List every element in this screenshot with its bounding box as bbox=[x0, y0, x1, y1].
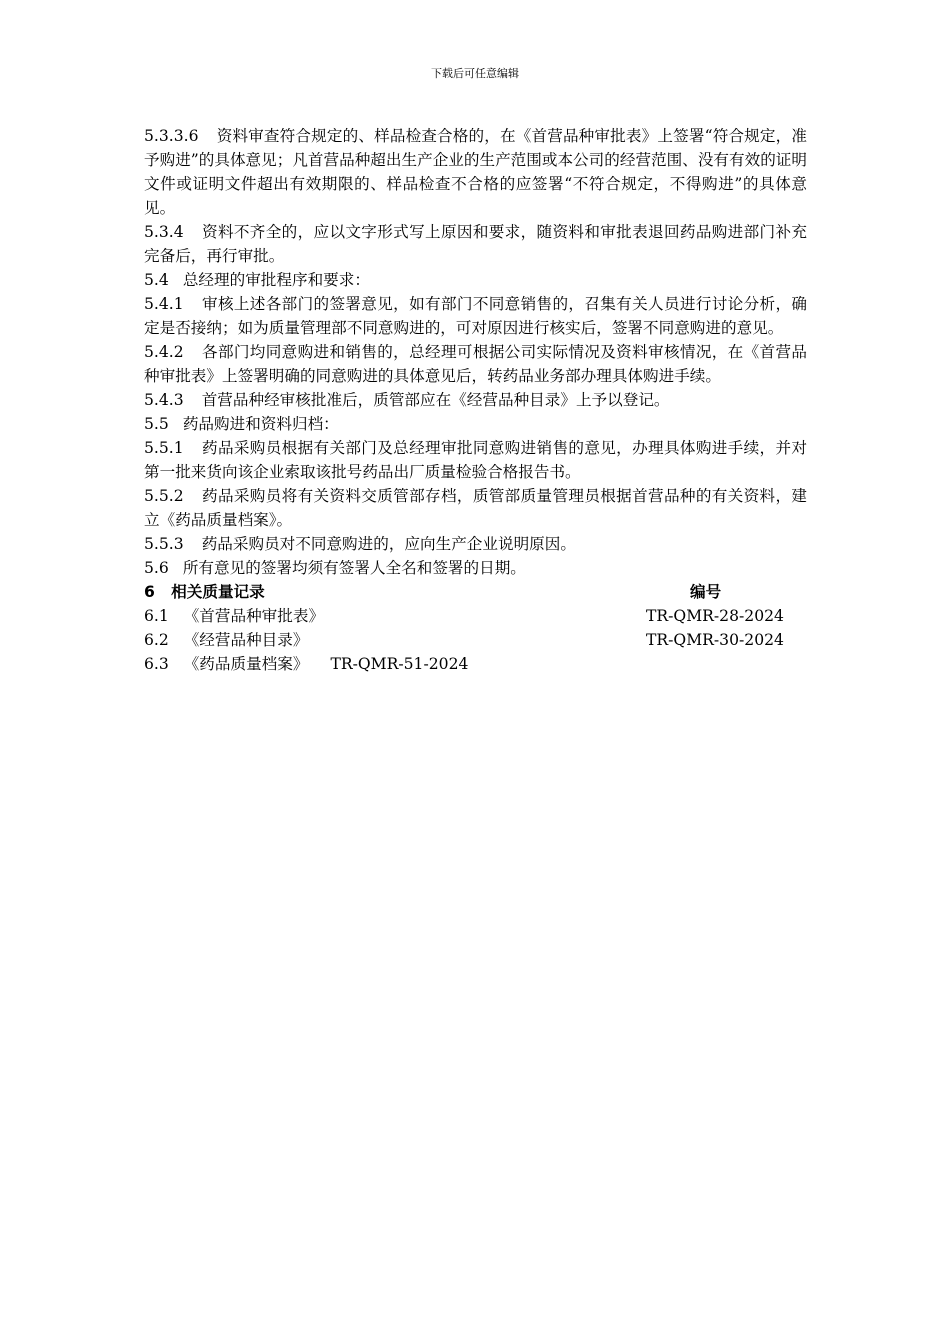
paragraph-5-5-3 bbox=[144, 532, 807, 556]
paragraph-5-5-1 bbox=[144, 436, 807, 484]
paragraph-5-5 bbox=[144, 412, 807, 436]
clause-number: 5.4.2 bbox=[144, 343, 184, 361]
record-title: 《经营品种目录》 bbox=[183, 631, 309, 649]
clause-text: 资料审查符合规定的、样品检查合格的，在《首营品种审批表》上签署“符合规定，准予购进”的具体意见；凡首营品种超出生产企业的生产范围或本公司的经营范围、没有有效的证明文件或证明文件超出有效期限的、样品检查不合格的应签署“不符合规定，不得购进”的具体意见。 bbox=[144, 127, 807, 217]
clause-number: 5.4.1 bbox=[144, 295, 184, 313]
record-code: TR-QMR-51-2024 bbox=[330, 655, 469, 673]
clause-text: 各部门均同意购进和销售的，总经理可根据公司实际情况及资料审核情况，在《首营品种审批表》上签署明确的同意购进的具体意见后，转药品业务部办理具体购进手续。 bbox=[144, 343, 807, 385]
record-number: 6.3 bbox=[144, 655, 169, 673]
clause-number: 5.5 bbox=[144, 415, 169, 433]
paragraph-5-3-3-6 bbox=[144, 124, 807, 220]
paragraph-5-4 bbox=[144, 268, 807, 292]
record-title: 《药品质量档案》 bbox=[183, 655, 309, 673]
clause-text: 药品购进和资料归档： bbox=[182, 415, 339, 433]
paragraph-5-3-4 bbox=[144, 220, 807, 268]
clause-number: 5.3.3.6 bbox=[144, 127, 199, 145]
record-number: 6.2 bbox=[144, 631, 169, 649]
clause-text: 药品采购员根据有关部门及总经理审批同意购进销售的意见，办理具体购进手续，并对第一批来货向该企业索取该批号药品出厂质量检验合格报告书。 bbox=[144, 439, 807, 481]
page-header: 下载后可任意编辑 bbox=[431, 67, 519, 80]
section-6-title bbox=[144, 580, 265, 604]
section-6-heading bbox=[144, 580, 807, 604]
record-name bbox=[144, 652, 468, 676]
paragraph-5-5-2 bbox=[144, 484, 807, 532]
document-body bbox=[144, 124, 807, 676]
clause-text: 药品采购员对不同意购进的，应向生产企业说明原因。 bbox=[201, 535, 576, 553]
clause-text: 药品采购员将有关资料交质管部存档，质管部质量管理员根据首营品种的有关资料，建立《药品质量档案》。 bbox=[144, 487, 807, 529]
clause-text: 审核上述各部门的签署意见，如有部门不同意销售的，召集有关人员进行讨论分析，确定是否接纳；如为质量管理部不同意购进的，可对原因进行核实后，签署不同意购进的意见。 bbox=[144, 295, 807, 337]
clause-number: 5.5.2 bbox=[144, 487, 184, 505]
record-name bbox=[144, 628, 308, 652]
clause-text: 所有意见的签署均须有签署人全名和签署的日期。 bbox=[182, 559, 526, 577]
section-title-text: 相关质量记录 bbox=[171, 583, 265, 601]
record-row bbox=[144, 628, 807, 652]
record-title: 《首营品种审批表》 bbox=[183, 607, 325, 625]
paragraph-5-4-3 bbox=[144, 388, 807, 412]
clause-number: 5.4.3 bbox=[144, 391, 184, 409]
paragraph-5-6 bbox=[144, 556, 807, 580]
paragraph-5-4-1 bbox=[144, 292, 807, 340]
clause-text: 资料不齐全的，应以文字形式写上原因和要求，随资料和审批表退回药品购进部门补充完备后，再行审批。 bbox=[144, 223, 807, 265]
section-number: 6 bbox=[144, 583, 155, 601]
record-code: TR-QMR-28-2024 bbox=[646, 607, 784, 625]
paragraph-5-4-2 bbox=[144, 340, 807, 388]
record-code: TR-QMR-30-2024 bbox=[646, 631, 784, 649]
record-row bbox=[144, 604, 807, 628]
record-row bbox=[144, 652, 807, 676]
clause-number: 5.5.3 bbox=[144, 535, 184, 553]
record-number: 6.1 bbox=[144, 607, 169, 625]
clause-number: 5.3.4 bbox=[144, 223, 184, 241]
clause-text: 首营品种经审核批准后，质管部应在《经营品种目录》上予以登记。 bbox=[201, 391, 670, 409]
clause-number: 5.5.1 bbox=[144, 439, 184, 457]
code-column-header: 编号 bbox=[690, 583, 722, 601]
clause-number: 5.6 bbox=[144, 559, 169, 577]
record-name bbox=[144, 604, 324, 628]
clause-text: 总经理的审批程序和要求： bbox=[182, 271, 370, 289]
clause-number: 5.4 bbox=[144, 271, 169, 289]
